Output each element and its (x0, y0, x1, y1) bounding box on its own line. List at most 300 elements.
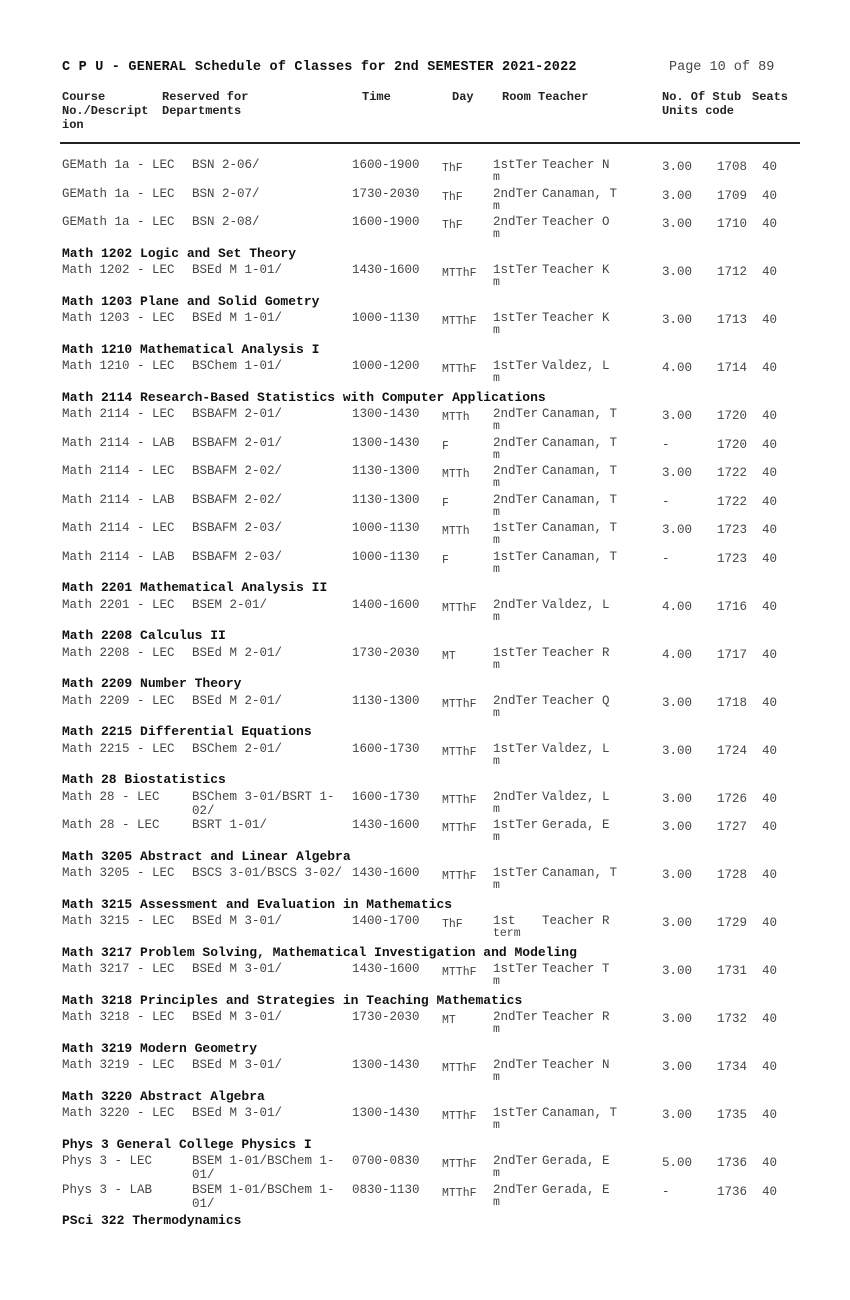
teacher-cell: Gerada, E (542, 818, 610, 832)
room-cell-continued: m (493, 1119, 500, 1132)
teacher-cell: Teacher K (542, 311, 610, 325)
course-heading (0, 578, 850, 598)
room-cell: 1stTer (493, 359, 539, 373)
time-cell: 1430-1600 (352, 962, 420, 976)
stub-code-cell: 1709 (717, 188, 748, 203)
course-cell: Math 2215 - LEC (62, 741, 175, 756)
day-cell: MTThF (442, 601, 477, 615)
stub-code-cell: 1720 (717, 409, 748, 423)
room-cell: 1stTer (493, 645, 539, 660)
seats-cell: 40 (762, 820, 778, 834)
day-cell: ThF (442, 219, 463, 232)
schedule-row (0, 598, 850, 627)
units-cell: 3.00 (662, 265, 693, 279)
room-cell-continued: m (493, 372, 500, 385)
course-cell: Math 2201 - LEC (62, 597, 175, 612)
schedule-row (0, 436, 850, 465)
course-heading-title: Math 1210 Mathematical Analysis I (62, 341, 320, 357)
seats-cell: 40 (762, 409, 778, 423)
time-cell: 1130-1300 (352, 492, 420, 507)
stub-code-cell: 1722 (717, 466, 748, 480)
time-cell: 1300-1430 (352, 407, 420, 421)
schedule-row (0, 962, 850, 991)
course-heading-title: Math 2114 Research-Based Statistics with Computer Applications (62, 389, 546, 405)
time-cell: 0700-0830 (352, 1154, 420, 1168)
room-cell: 2ndTer (493, 693, 539, 708)
room-cell: 2ndTer (493, 435, 539, 450)
reserved-cell: BSBAFM 2-02/ (192, 492, 283, 507)
seats-cell: 40 (762, 1184, 778, 1199)
course-heading-title: Math 2201 Mathematical Analysis II (62, 580, 328, 595)
stub-code-cell: 1735 (717, 1108, 748, 1122)
time-cell: 1300-1430 (352, 435, 420, 450)
course-cell: Math 3205 - LEC (62, 866, 175, 880)
course-cell: Math 3219 - LEC (62, 1058, 175, 1072)
schedule-row (0, 550, 850, 579)
room-cell-continued: m (493, 228, 500, 241)
course-cell: Math 2208 - LEC (62, 645, 175, 660)
time-cell: 1300-1430 (352, 1106, 420, 1120)
stub-code-cell: 1728 (717, 868, 748, 882)
room-cell-continued: m (493, 420, 500, 433)
teacher-cell: Canaman, T (542, 521, 618, 535)
seats-cell: 40 (762, 313, 778, 327)
schedule-row (0, 742, 850, 771)
seats-cell: 40 (762, 160, 778, 174)
teacher-cell: Gerada, E (542, 1154, 610, 1168)
day-cell: MTThF (442, 697, 477, 711)
course-heading-title: Math 3205 Abstract and Linear Algebra (62, 848, 351, 864)
units-cell: 3.00 (662, 409, 693, 423)
course-cell: Math 3215 - LEC (62, 914, 175, 928)
teacher-cell: Canaman, T (542, 866, 618, 880)
room-cell-continued: m (493, 658, 500, 672)
room-cell: 2ndTer (493, 1154, 539, 1168)
time-cell: 1430-1600 (352, 866, 420, 880)
day-cell: MTTh (442, 525, 470, 538)
course-cell: Math 1202 - LEC (62, 263, 175, 277)
room-cell: 1stTer (493, 311, 539, 325)
reserved-cell: BSEd M 3-01/ (192, 1058, 283, 1072)
day-cell: MT (442, 1014, 456, 1027)
course-heading-title: Math 3220 Abstract Algebra (62, 1088, 265, 1104)
day-cell: MTThF (442, 315, 477, 328)
time-cell: 1130-1300 (352, 464, 420, 478)
room-cell-continued: m (493, 199, 500, 213)
reserved-cell: BSBAFM 2-01/ (192, 407, 283, 421)
room-cell-continued: m (493, 1023, 500, 1036)
column-header-room-teacher: Room Teacher (502, 90, 589, 104)
schedule-row (0, 407, 850, 436)
room-cell: 2ndTer (493, 492, 539, 507)
course-cell: Math 28 - LEC (62, 789, 160, 804)
teacher-cell: Teacher O (542, 215, 610, 229)
schedule-row (0, 1154, 850, 1183)
units-cell: 4.00 (662, 361, 693, 375)
seats-cell: 40 (762, 599, 778, 614)
stub-code-cell: 1731 (717, 964, 748, 978)
stub-code-cell: 1736 (717, 1184, 748, 1199)
time-cell: 1130-1300 (352, 693, 420, 708)
stub-code-cell: 1736 (717, 1156, 748, 1170)
course-cell: Math 2114 - LEC (62, 464, 175, 478)
room-cell: 1stTer (493, 818, 539, 832)
teacher-cell: Canaman, T (542, 464, 618, 478)
course-heading-title: Math 3218 Principles and Strategies in Teaching Mathematics (62, 992, 523, 1008)
day-cell: MTThF (442, 793, 477, 807)
time-cell: 1000-1130 (352, 311, 420, 325)
day-cell: ThF (442, 162, 463, 175)
room-cell-continued: m (493, 610, 500, 624)
reserved-cell: BSChem 1-01/ (192, 359, 283, 373)
schedule-row (0, 1010, 850, 1039)
reserved-line-2: 01/ (192, 1168, 215, 1182)
room-cell: 2ndTer (493, 464, 539, 478)
time-cell: 1300-1430 (352, 1058, 420, 1072)
units-cell: 4.00 (662, 599, 693, 614)
units-cell: - (662, 551, 670, 566)
room-cell: 1st (493, 914, 516, 928)
day-cell: ThF (442, 918, 463, 931)
room-cell-continued: m (493, 802, 500, 816)
room-cell-continued: m (493, 1071, 500, 1084)
seats-cell: 40 (762, 964, 778, 978)
reserved-cell: BSN 2-08/ (192, 215, 260, 229)
reserved-cell: BSEd M 3-01/ (192, 914, 283, 928)
teacher-cell: Teacher K (542, 263, 610, 277)
teacher-cell: Teacher R (542, 1010, 610, 1024)
stub-code-cell: 1714 (717, 361, 748, 375)
schedule-row (0, 1106, 850, 1135)
reserved-cell: BSRT 1-01/ (192, 818, 268, 832)
course-heading-title: Math 2208 Calculus II (62, 628, 226, 643)
course-cell: Math 2114 - LEC (62, 407, 175, 421)
time-cell: 1600-1730 (352, 789, 420, 804)
room-cell-continued: m (493, 831, 500, 844)
seats-cell: 40 (762, 1060, 778, 1074)
day-cell: MTThF (442, 966, 477, 979)
room-cell-continued: m (493, 1167, 500, 1180)
teacher-cell: Teacher N (542, 1058, 610, 1072)
time-cell: 1000-1130 (352, 521, 420, 535)
course-heading-title: Math 2215 Differential Equations (62, 724, 312, 739)
course-cell: Math 3218 - LEC (62, 1010, 175, 1024)
room-cell-continued: m (493, 324, 500, 337)
course-cell: Math 1210 - LEC (62, 359, 175, 373)
time-cell: 1600-1900 (352, 215, 420, 229)
stub-code-cell: 1708 (717, 160, 748, 174)
course-heading-title: Phys 3 General College Physics I (62, 1136, 312, 1152)
reserved-cell: BSEd M 2-01/ (192, 693, 283, 708)
seats-cell: 40 (762, 437, 778, 452)
schedule-row (0, 914, 850, 943)
units-cell: 3.00 (662, 695, 693, 710)
units-cell: 3.00 (662, 313, 693, 327)
time-cell: 1430-1600 (352, 263, 420, 277)
course-heading (0, 674, 850, 694)
teacher-cell: Teacher Q (542, 693, 610, 708)
time-cell: 1730-2030 (352, 186, 420, 201)
course-cell: Phys 3 - LEC (62, 1154, 153, 1168)
seats-cell: 40 (762, 494, 778, 509)
room-cell: 2ndTer (493, 215, 539, 229)
units-cell: 3.00 (662, 964, 693, 978)
course-heading (0, 943, 850, 963)
units-cell: 3.00 (662, 916, 693, 930)
seats-cell: 40 (762, 647, 778, 662)
day-cell: MTThF (442, 1110, 477, 1123)
course-heading (0, 340, 850, 360)
course-cell: GEMath 1a - LEC (62, 158, 175, 172)
time-cell: 1730-2030 (352, 1010, 420, 1024)
schedule-row (0, 464, 850, 493)
course-heading-title: Math 3219 Modern Geometry (62, 1040, 258, 1056)
stub-code-cell: 1726 (717, 791, 748, 806)
reserved-cell: BSN 2-06/ (192, 158, 260, 172)
schedule-row (0, 311, 850, 340)
room-cell: 1stTer (493, 549, 539, 564)
reserved-cell: BSBAFM 2-02/ (192, 464, 283, 478)
units-cell: 5.00 (662, 1156, 693, 1170)
seats-cell: 40 (762, 1156, 778, 1170)
time-cell: 1730-2030 (352, 645, 420, 660)
course-heading-title: Math 1203 Plane and Solid Gometry (62, 293, 320, 309)
course-heading-title: Math 3215 Assessment and Evaluation in Mathematics (62, 896, 453, 912)
reserved-cell: BSEd M 3-01/ (192, 962, 283, 976)
course-heading (0, 292, 850, 312)
course-cell: Math 2114 - LAB (62, 435, 175, 450)
schedule-row (0, 263, 850, 292)
day-cell: MTThF (442, 822, 477, 835)
room-cell: 1stTer (493, 962, 539, 976)
course-cell: Math 2209 - LEC (62, 693, 175, 708)
course-heading (0, 770, 850, 790)
day-cell: F (442, 439, 449, 453)
room-cell: 1stTer (493, 1106, 539, 1120)
room-cell: 2ndTer (493, 1010, 539, 1024)
units-cell: 3.00 (662, 1060, 693, 1074)
room-cell: 2ndTer (493, 186, 539, 201)
day-cell: MTTh (442, 468, 470, 481)
reserved-cell: BSChem 2-01/ (192, 741, 283, 756)
course-cell: GEMath 1a - LEC (62, 215, 175, 229)
reserved-cell: BSN 2-07/ (192, 186, 260, 201)
day-cell: ThF (442, 190, 463, 204)
room-cell-continued: m (493, 505, 500, 519)
schedule-row (0, 521, 850, 550)
course-cell: Math 28 - LEC (62, 818, 160, 832)
course-heading (0, 1087, 850, 1107)
schedule-row (0, 215, 850, 244)
units-cell: - (662, 494, 670, 509)
units-cell: 4.00 (662, 647, 693, 662)
stub-code-cell: 1713 (717, 313, 748, 327)
teacher-cell: Valdez, L (542, 789, 610, 804)
reserved-cell: BSEd M 1-01/ (192, 263, 283, 277)
course-cell: Math 3220 - LEC (62, 1106, 175, 1120)
teacher-cell: Teacher T (542, 962, 610, 976)
stub-code-cell: 1716 (717, 599, 748, 614)
units-cell: 3.00 (662, 791, 693, 806)
course-heading (0, 626, 850, 646)
stub-code-cell: 1712 (717, 265, 748, 279)
course-heading-title: Math 1202 Logic and Set Theory (62, 245, 297, 261)
course-cell: Phys 3 - LAB (62, 1182, 153, 1197)
day-cell: MTThF (442, 1062, 477, 1075)
teacher-cell: Teacher N (542, 158, 610, 172)
course-cell: Math 1203 - LEC (62, 311, 175, 325)
column-header-seats: Seats (752, 90, 789, 104)
course-cell: Math 2114 - LEC (62, 521, 175, 535)
room-cell: 2ndTer (493, 789, 539, 804)
stub-code-cell: 1718 (717, 695, 748, 710)
room-cell: 2ndTer (493, 407, 539, 421)
reserved-cell: BSCS 3-01/BSCS 3-02/ (192, 866, 343, 880)
day-cell: F (442, 553, 449, 567)
room-cell: 2ndTer (493, 1182, 539, 1197)
seats-cell: 40 (762, 743, 778, 758)
reserved-line-2: 01/ (192, 1196, 215, 1211)
reserved-cell (192, 790, 335, 818)
course-heading (0, 722, 850, 742)
day-cell: MTThF (442, 363, 477, 376)
day-cell: MTThF (442, 870, 477, 883)
column-header-day: Day (452, 90, 474, 104)
course-cell: Math 2114 - LAB (62, 492, 175, 507)
seats-cell: 40 (762, 217, 778, 231)
schedule-row (0, 866, 850, 895)
units-cell: 3.00 (662, 743, 693, 758)
teacher-cell: Canaman, T (542, 407, 618, 421)
stub-code-cell: 1724 (717, 743, 748, 758)
stub-code-cell: 1710 (717, 217, 748, 231)
teacher-cell: Valdez, L (542, 359, 610, 373)
seats-cell: 40 (762, 361, 778, 375)
room-cell: 1stTer (493, 866, 539, 880)
room-cell-continued: m (493, 975, 500, 988)
reserved-cell: BSEM 2-01/ (192, 597, 268, 612)
room-cell-continued: m (493, 534, 500, 547)
room-cell: 1stTer (493, 263, 539, 277)
schedule-row (0, 818, 850, 847)
room-cell-continued: m (493, 477, 500, 490)
teacher-cell: Canaman, T (542, 549, 618, 564)
units-cell: 3.00 (662, 160, 693, 174)
teacher-cell: Valdez, L (542, 741, 610, 756)
stub-code-cell: 1723 (717, 551, 748, 566)
reserved-line-1: BSEM 1-01/BSChem 1- (192, 1154, 335, 1168)
units-cell: 3.00 (662, 523, 693, 537)
room-cell-continued: m (493, 562, 500, 576)
reserved-cell: BSEd M 2-01/ (192, 645, 283, 660)
schedule-row (0, 1058, 850, 1087)
reserved-cell: BSEd M 3-01/ (192, 1106, 283, 1120)
course-heading-title: Math 28 Biostatistics (62, 772, 226, 787)
stub-code-cell: 1729 (717, 916, 748, 930)
course-heading-title: PSci 322 Thermodynamics (62, 1213, 242, 1228)
room-cell-continued: m (493, 1195, 500, 1209)
day-cell: F (442, 496, 449, 510)
column-header-time: Time (362, 90, 391, 104)
day-cell: MTThF (442, 745, 477, 759)
day-cell: MT (442, 649, 456, 663)
units-cell: 3.00 (662, 868, 693, 882)
reserved-line-2: 02/ (192, 803, 215, 818)
units-cell: 3.00 (662, 1012, 693, 1026)
reserved-cell: BSBAFM 2-03/ (192, 549, 283, 564)
teacher-cell: Canaman, T (542, 435, 618, 450)
units-cell: - (662, 437, 670, 452)
schedule-row (0, 790, 850, 819)
time-cell: 1400-1600 (352, 597, 420, 612)
stub-code-cell: 1723 (717, 523, 748, 537)
schedule-row (0, 694, 850, 723)
seats-cell: 40 (762, 916, 778, 930)
room-cell: 1stTer (493, 741, 539, 756)
course-heading (0, 847, 850, 867)
time-cell: 1000-1200 (352, 359, 420, 373)
time-cell: 1430-1600 (352, 818, 420, 832)
course-heading (0, 1039, 850, 1059)
page-number: Page 10 of 89 (669, 60, 775, 75)
reserved-cell: BSEd M 3-01/ (192, 1010, 283, 1024)
reserved-cell: BSBAFM 2-03/ (192, 521, 283, 535)
time-cell: 1000-1130 (352, 549, 420, 564)
page-title: C P U - GENERAL Schedule of Classes for 2nd SEMESTER 2021-2022 (62, 60, 577, 75)
room-cell: 2ndTer (493, 1058, 539, 1072)
units-cell: 3.00 (662, 466, 693, 480)
teacher-cell: Canaman, T (542, 492, 618, 507)
column-header-course: Course No./Descript ion (62, 90, 149, 132)
room-cell-continued: m (493, 448, 500, 462)
reserved-line-1: BSEM 1-01/BSChem 1- (192, 1182, 335, 1197)
course-heading (0, 1135, 850, 1155)
seats-cell: 40 (762, 466, 778, 480)
seats-cell: 40 (762, 868, 778, 882)
course-heading (0, 388, 850, 408)
units-cell: 3.00 (662, 188, 693, 203)
teacher-cell: Teacher R (542, 914, 610, 928)
course-heading (0, 895, 850, 915)
schedule-row (0, 359, 850, 388)
stub-code-cell: 1727 (717, 820, 748, 834)
seats-cell: 40 (762, 188, 778, 203)
day-cell: MTTh (442, 411, 470, 424)
time-cell: 1400-1700 (352, 914, 420, 928)
room-cell: 1stTer (493, 158, 539, 172)
reserved-line-1: BSChem 3-01/BSRT 1- (192, 789, 335, 804)
units-cell: - (662, 1184, 670, 1199)
course-cell: Math 2114 - LAB (62, 549, 175, 564)
schedule-rows (0, 158, 850, 1231)
seats-cell: 40 (762, 1108, 778, 1122)
header-divider (60, 142, 800, 144)
column-header-units-stub: No. Of Stub Units code (662, 90, 742, 118)
teacher-cell: Canaman, T (542, 186, 618, 201)
teacher-cell: Canaman, T (542, 1106, 618, 1120)
time-cell: 1600-1900 (352, 158, 420, 172)
units-cell: 3.00 (662, 217, 693, 231)
course-cell: GEMath 1a - LEC (62, 186, 175, 201)
teacher-cell: Teacher R (542, 645, 610, 660)
room-cell-continued: m (493, 879, 500, 892)
day-cell: MTThF (442, 1158, 477, 1171)
course-heading (0, 244, 850, 264)
room-cell-continued: term (493, 927, 521, 940)
seats-cell: 40 (762, 791, 778, 806)
course-heading (0, 991, 850, 1011)
room-cell: 2ndTer (493, 597, 539, 612)
